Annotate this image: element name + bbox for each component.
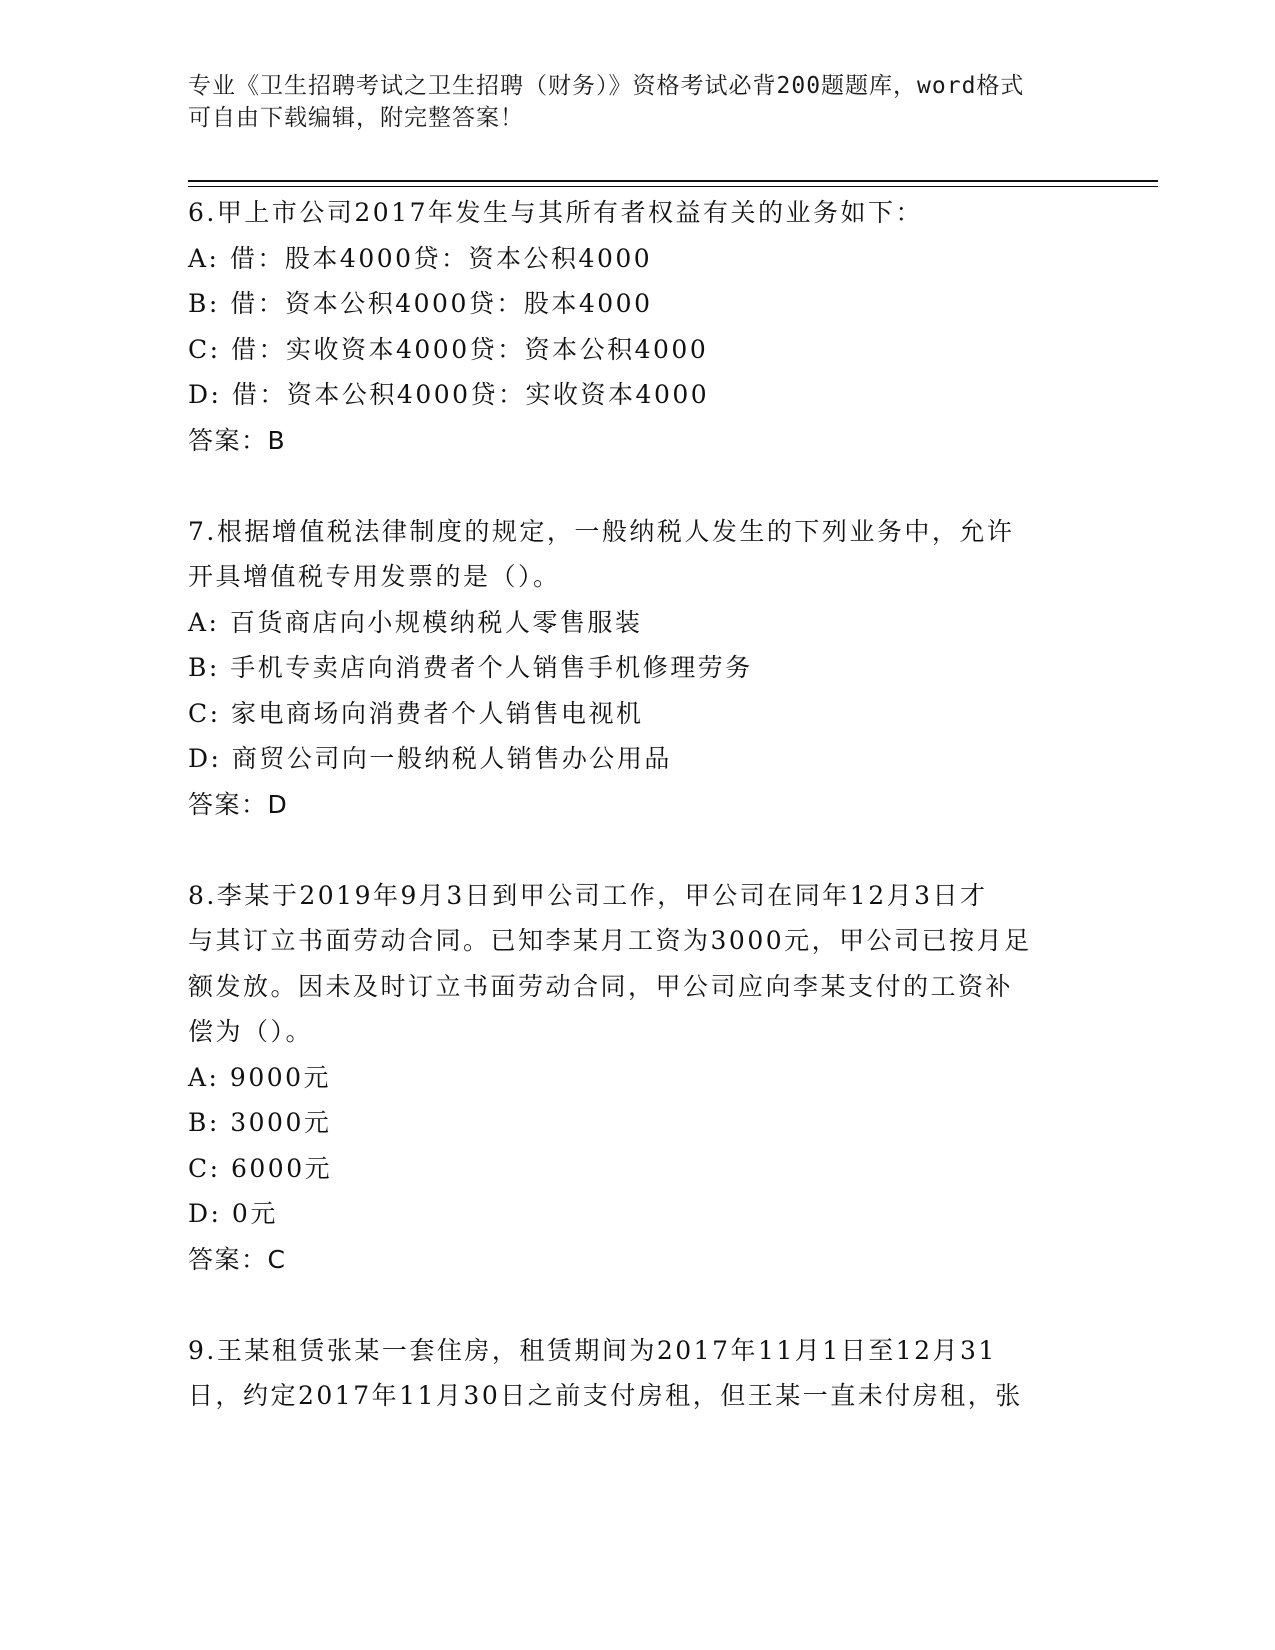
spacer — [188, 1282, 1088, 1328]
question-text: 9.王某租赁张某一套住房，租赁期间为2017年11月1日至12月31 — [188, 1335, 997, 1365]
question-6 — [188, 190, 1088, 463]
option-b: B: 3000元 — [188, 1108, 332, 1137]
answer: 答案：D — [188, 789, 289, 819]
option-a: A: 借：股本4000贷：资本公积4000 — [188, 243, 653, 273]
option-b: B: 借：资本公积4000贷：股本4000 — [188, 289, 653, 318]
question-8 — [188, 873, 1088, 1283]
question-text: 7.根据增值税法律制度的规定，一般纳税人发生的下列业务中，允许 — [188, 516, 1015, 546]
question-text: 与其订立书面劳动合同。已知李某月工资为3000元，甲公司已按月足 — [188, 926, 1032, 955]
option-d: D: 0元 — [188, 1199, 278, 1228]
document-header — [188, 70, 1068, 134]
option-a: A: 9000元 — [188, 1062, 332, 1092]
header-line-1: 专业《卫生招聘考试之卫生招聘（财务）》资格考试必背200题题库，word格式 — [188, 73, 1025, 99]
answer: 答案：B — [188, 425, 287, 455]
header-rule-thin — [188, 186, 1158, 187]
option-c: C: 6000元 — [188, 1153, 333, 1183]
option-c: C: 家电商场向消费者个人销售电视机 — [188, 698, 644, 728]
option-b: B: 手机专卖店向消费者个人销售手机修理劳务 — [188, 653, 753, 682]
question-7 — [188, 509, 1088, 828]
question-text: 偿为（）。 — [188, 1017, 314, 1046]
option-d: D: 借：资本公积4000贷：实收资本4000 — [188, 380, 710, 409]
question-text: 额发放。因未及时订立书面劳动合同，甲公司应向李某支付的工资补 — [188, 971, 1014, 1001]
option-d: D: 商贸公司向一般纳税人销售办公用品 — [188, 744, 672, 773]
question-text: 开具增值税专用发票的是（）。 — [188, 562, 561, 591]
question-text: 6.甲上市公司2017年发生与其所有者权益有关的业务如下： — [188, 198, 923, 227]
option-c: C: 借：实收资本4000贷：资本公积4000 — [188, 334, 709, 364]
question-text: 日，约定2017年11月30日之前支付房租，但王某一直未付房租，张 — [188, 1381, 1023, 1410]
answer: 答案：C — [188, 1244, 287, 1274]
header-line-2: 可自由下载编辑，附完整答案！ — [188, 105, 524, 131]
spacer — [188, 463, 1088, 509]
spacer — [188, 827, 1088, 873]
header-rule-thick — [188, 180, 1158, 182]
question-9 — [188, 1328, 1088, 1419]
question-text: 8.李某于2019年9月3日到甲公司工作，甲公司在同年12月3日才 — [188, 880, 988, 910]
option-a: A: 百货商店向小规模纳税人零售服装 — [188, 607, 643, 637]
question-list — [188, 190, 1088, 1419]
